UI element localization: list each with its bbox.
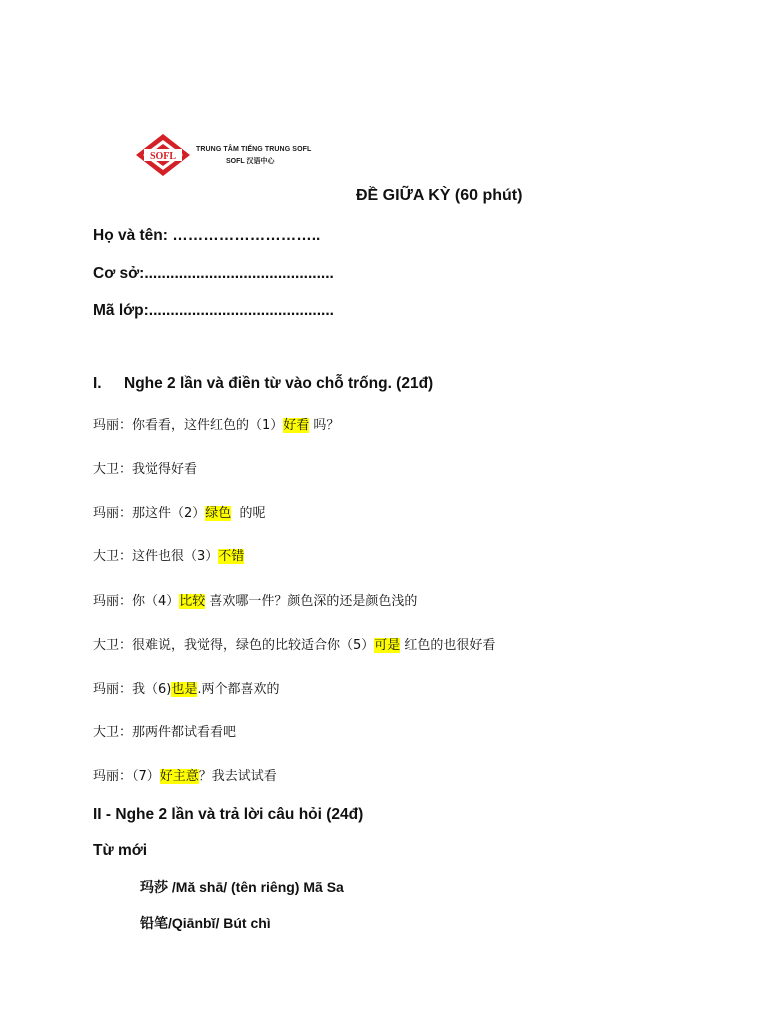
dialogue-text: .两个都喜欢的 bbox=[197, 682, 280, 697]
dialogue-line bbox=[93, 545, 244, 564]
sofl-logo-mark bbox=[135, 133, 191, 177]
dialogue-text: ？我去试试看 bbox=[198, 769, 277, 784]
highlighted-answer: 不错 bbox=[218, 549, 245, 564]
highlighted-answer: 好主意 bbox=[159, 769, 199, 784]
highlighted-answer: 绿色 bbox=[205, 506, 232, 521]
dialogue-line bbox=[93, 414, 339, 433]
dialogue-text: 玛丽：我（6) bbox=[93, 682, 172, 697]
section-2-heading: II - Nghe 2 lần và trả lời câu hỏi (24đ) bbox=[93, 806, 364, 823]
new-words-label: Từ mới bbox=[93, 842, 148, 859]
branch-field: Cơ sở:............................................ bbox=[93, 265, 334, 282]
dialogue-text: 玛丽：你（4） bbox=[93, 594, 180, 609]
dialogue-text: 大卫：这件也很（3） bbox=[93, 549, 219, 564]
dialogue-line bbox=[93, 678, 280, 697]
dialogue-line bbox=[93, 634, 495, 653]
name-field: Họ và tên: ……………………….. bbox=[93, 227, 321, 244]
dialogue-line bbox=[93, 721, 236, 740]
logo-org-sub: SOFL 汉语中心 bbox=[226, 158, 275, 165]
highlighted-answer: 好看 bbox=[283, 418, 310, 433]
dialogue-text: 红色的也很好看 bbox=[400, 638, 496, 653]
highlighted-answer: 可是 bbox=[374, 638, 401, 653]
dialogue-text: 喜欢哪一件？颜色深的还是颜色浅的 bbox=[205, 594, 418, 609]
dialogue-text: 玛丽：（7） bbox=[93, 769, 160, 784]
highlighted-answer: 比较 bbox=[179, 594, 206, 609]
vocab-item: 玛莎 /Mă shā/ (tên riêng) Mã Sa bbox=[140, 879, 344, 895]
section-1-number: I. bbox=[93, 375, 102, 392]
dialogue-line bbox=[93, 502, 266, 521]
exam-title: ĐỀ GIỮA KỲ (60 phút) bbox=[356, 187, 523, 204]
section-1-title: Nghe 2 lần và điền từ vào chỗ trống. (21đ) bbox=[124, 375, 434, 392]
dialogue-text: 吗？ bbox=[309, 418, 340, 433]
dialogue-text: 大卫：很难说，我觉得，绿色的比较适合你（5） bbox=[93, 638, 375, 653]
dialogue-text: 大卫：我觉得好看 bbox=[93, 462, 198, 477]
sofl-logo-text: SOFL bbox=[149, 151, 177, 162]
highlighted-answer: 也是 bbox=[171, 682, 198, 697]
sofl-logo bbox=[135, 133, 325, 177]
dialogue-text: 的呢 bbox=[231, 506, 266, 521]
class-field: Mã lớp:........................................... bbox=[93, 302, 334, 319]
section-1-heading bbox=[93, 375, 433, 393]
dialogue-text: 玛丽：你看看，这件红色的（1） bbox=[93, 418, 284, 433]
dialogue-line bbox=[93, 590, 417, 609]
vocab-item: 铅笔/Qiānbĭ/ Bút chì bbox=[140, 915, 271, 931]
dialogue-line bbox=[93, 458, 197, 477]
dialogue-text: 玛丽：那这件（2） bbox=[93, 506, 206, 521]
dialogue-line bbox=[93, 765, 277, 784]
dialogue-text: 大卫：那两件都试看看吧 bbox=[93, 725, 237, 740]
logo-org-name: TRUNG TÂM TIẾNG TRUNG SOFL bbox=[196, 146, 312, 153]
